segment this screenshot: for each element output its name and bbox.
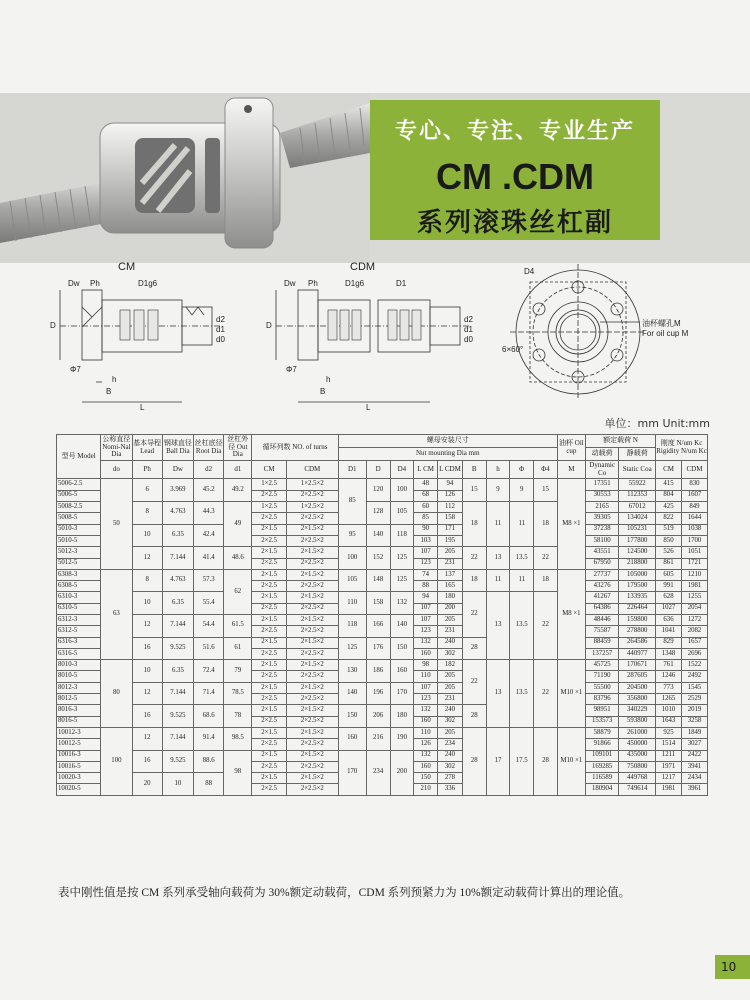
cdm-b-label: B <box>320 387 326 396</box>
cdm-d1-label: D1 <box>396 279 407 288</box>
table-row: 10020-3 20 10 88 2×1.5 2×1.5×2 150 278 116589 449768 1217 2434 <box>57 773 708 784</box>
cdm-phi7-label: Φ7 <box>286 365 297 374</box>
table-row: 5008-5 2×2.5 2×2.5×2 85 158 39305 134024 822 1644 <box>57 513 708 524</box>
sub-B: B <box>462 461 486 479</box>
header-root: 丝杠底径 Root Dia <box>194 435 224 461</box>
table-row: 5012-3 12 7.144 41.4 48.6 2×1.5 2×1.5×2 100 152 125 107 205 22 13 13.5 22 43551 124500 526 1051 <box>57 547 708 558</box>
header-ball: 钢球直径 Ball Dia <box>162 435 193 461</box>
table-row: 10012-3 100 12 7.144 91.4 98.5 2×1.5 2×1.5×2 160 216 190 110 205 28 17 17.5 28 M10 ×1 58879 261000 925 1849 <box>57 727 708 738</box>
spec-table <box>56 434 708 796</box>
sub-d1: d1 <box>224 461 252 479</box>
cdm-ph-label: Ph <box>308 279 318 288</box>
header-load: 额定载荷 N <box>585 435 655 448</box>
table-row: 6310-3 10 6.35 55.4 2×1.5 2×1.5×2 110 158 132 94 180 22 13 13.5 22 41267 133935 628 1255 <box>57 592 708 603</box>
header-nominal: 公称直径 Nomi-Nal Dia <box>101 435 132 461</box>
cm-dw-label: Dw <box>68 279 80 288</box>
unit-label: 单位：mm Unit:mm <box>604 417 710 430</box>
technical-drawings <box>40 262 720 417</box>
table-row: 5010-3 10 6.35 42.4 2×1.5 2×1.5×2 95 140 118 90 171 37238 105231 519 1038 <box>57 524 708 535</box>
sub-D: D <box>366 461 390 479</box>
table-row: 6310-5 2×2.5 2×2.5×2 107 200 64386 226464 1027 2054 <box>57 603 708 614</box>
table-row: 10016-3 16 9.525 88.6 98 2×1.5 2×1.5×2 170 234 200 132 240 109101 435000 1211 2422 <box>57 750 708 761</box>
sub-dw: Dw <box>162 461 193 479</box>
header-nut: 螺母安装尺寸 <box>338 435 557 448</box>
sub-d2: d2 <box>194 461 224 479</box>
sub-h: h <box>486 461 510 479</box>
sub-do: do <box>101 461 132 479</box>
cm-ph-label: Ph <box>90 279 100 288</box>
series-subtitle: 系列滚珠丝杠副 <box>416 208 613 238</box>
cdm-drawing-label: CDM <box>350 262 376 273</box>
cm-d2-label: d2 <box>216 315 225 324</box>
oil-cup-label: 油杯螺孔M <box>642 319 681 328</box>
cdm-d1s-label: d1 <box>464 325 473 334</box>
sub-dynamic: Dynamic Co <box>585 461 618 479</box>
cm-h-label: h <box>112 375 117 384</box>
sub-D4: D4 <box>390 461 414 479</box>
table-row: 8016-3 16 9.525 68.6 78 2×1.5 2×1.5×2 150 206 180 132 240 28 98951 340229 1010 2019 <box>57 705 708 716</box>
header-static: 静载荷 <box>619 448 656 461</box>
sub-L-cdm: L CDM <box>438 461 463 479</box>
table-row: 8012-3 12 7.144 71.4 78.5 2×1.5 2×1.5×2 140 196 170 107 205 55500 204500 773 1545 <box>57 682 708 693</box>
table-row: 6316-5 2×2.5 2×2.5×2 160 302 137257 440977 1348 2696 <box>57 648 708 659</box>
footnote: 表中刚性值是按 CM 系列承受轴向载荷为 30%额定动载荷，CDM 系列预紧力为 10%额定动载荷计算出的理论值。 <box>58 887 631 899</box>
ball-screw-photo <box>0 93 370 263</box>
header-oil: 油杯 Oil cup <box>557 435 585 461</box>
sub-ph: Ph <box>132 461 162 479</box>
header-model: 型号 Model <box>57 435 101 479</box>
table-row: 5012-5 2×2.5 2×2.5×2 123 231 67950 218800 861 1721 <box>57 558 708 569</box>
cdm-d2-label: d2 <box>464 315 473 324</box>
table-row: 6308-3 63 8 4.763 57.3 62 2×1.5 2×1.5×2 105 148 125 74 137 18 11 11 18 M8 ×1 27737 105000 605 1210 <box>57 569 708 580</box>
cm-d0-label: d0 <box>216 335 225 344</box>
sub-cdm: CDM <box>286 461 338 479</box>
header-rigidity: 刚度 N/um Kc Rigidity N/um Kc <box>656 435 708 461</box>
sub-D1: D1 <box>338 461 366 479</box>
flange-angle-label: 6×60° <box>502 345 524 354</box>
sub-k-cdm: CDM <box>681 461 707 479</box>
sub-k-cm: CM <box>656 461 682 479</box>
table-row: 5008-2.5 8 4.763 44.3 49 1×2.5 1×2.5×2 128 105 60 112 18 11 11 18 2165 67012 425 849 <box>57 502 708 513</box>
cdm-d0-label: d0 <box>464 335 473 344</box>
table-row: 10016-5 2×2.5 2×2.5×2 160 302 169285 750800 1971 3941 <box>57 761 708 772</box>
header-turns: 循环列数 NO. of turns <box>252 435 338 461</box>
table-row: 6312-3 12 7.144 54.4 61.5 2×1.5 2×1.5×2 118 166 140 107 205 48446 159800 636 1272 <box>57 615 708 626</box>
cm-drawing-label: CM <box>118 262 136 273</box>
table-row: 6316-3 16 9.525 51.6 61 2×1.5 2×1.5×2 125 176 150 132 240 28 88459 264586 829 1657 <box>57 637 708 648</box>
table-row: 8016-5 2×2.5 2×2.5×2 160 302 153573 593800 1643 3258 <box>57 716 708 727</box>
cm-phi7-label: Φ7 <box>70 365 81 374</box>
sub-M: M <box>557 461 585 479</box>
cm-d-label: D <box>50 321 56 330</box>
table-row: 8010-3 80 10 6.35 72.4 79 2×1.5 2×1.5×2 130 186 160 98 182 22 13 13.5 22 M10 ×1 45725 170671 761 1522 <box>57 660 708 671</box>
table-row: 5006-2.5 50 6 3.969 45.2 49.2 1×2.5 1×2.5×2 85 120 100 48 94 15 9 9 15 M8 ×1 17351 55922 415 830 <box>57 479 708 490</box>
table-row: 8012-5 2×2.5 2×2.5×2 123 231 83796 356800 1265 2529 <box>57 694 708 705</box>
sub-static: Static Coa <box>619 461 656 479</box>
table-row: 10020-5 2×2.5 2×2.5×2 210 336 180904 749614 1981 3961 <box>57 784 708 795</box>
sub-L-cm: L CM <box>414 461 438 479</box>
cdm-dw-label: Dw <box>284 279 296 288</box>
cm-d1g6-label: D1g6 <box>138 279 158 288</box>
cm-b-label: B <box>106 387 112 396</box>
sub-cm: CM <box>252 461 287 479</box>
series-title: CM .CDM <box>436 156 594 197</box>
flange-d4-label: D4 <box>524 267 535 276</box>
oil-cup-label-en: For oil cup M <box>642 329 689 338</box>
sub-phi: Φ <box>510 461 534 479</box>
table-row: 5006-5 2×2.5 2×2.5×2 68 126 30553 112353 804 1607 <box>57 490 708 501</box>
header-nut-en: Nut mounting Dia mm <box>338 448 557 461</box>
cdm-d1g6-label: D1g6 <box>345 279 365 288</box>
header-dynamic: 动载荷 <box>585 448 618 461</box>
table-row: 5010-5 2×2.5 2×2.5×2 103 195 58100 177800 850 1700 <box>57 535 708 546</box>
table-row: 8010-5 2×2.5 2×2.5×2 110 205 71190 287605 1246 2492 <box>57 671 708 682</box>
slogan: 专心、专注、专业生产 <box>394 119 635 144</box>
page-number: 10 <box>715 955 750 979</box>
table-row: 6312-5 2×2.5 2×2.5×2 123 231 75587 278800 1041 2082 <box>57 626 708 637</box>
header-lead: 基本导程 Lead <box>132 435 162 461</box>
table-row: 10012-5 2×2.5 2×2.5×2 126 234 91866 450000 1514 3027 <box>57 739 708 750</box>
cdm-l-label: L <box>366 403 371 412</box>
table-row: 6308-5 2×2.5 2×2.5×2 88 165 43276 179500 991 1981 <box>57 581 708 592</box>
header-out: 丝杠外径 Out Dia <box>224 435 252 461</box>
cdm-d-label: D <box>266 321 272 330</box>
sub-phi4: Φ4 <box>534 461 558 479</box>
cdm-h-label: h <box>326 375 331 384</box>
cm-d1-label: d1 <box>216 325 225 334</box>
cm-l-label: L <box>140 403 145 412</box>
